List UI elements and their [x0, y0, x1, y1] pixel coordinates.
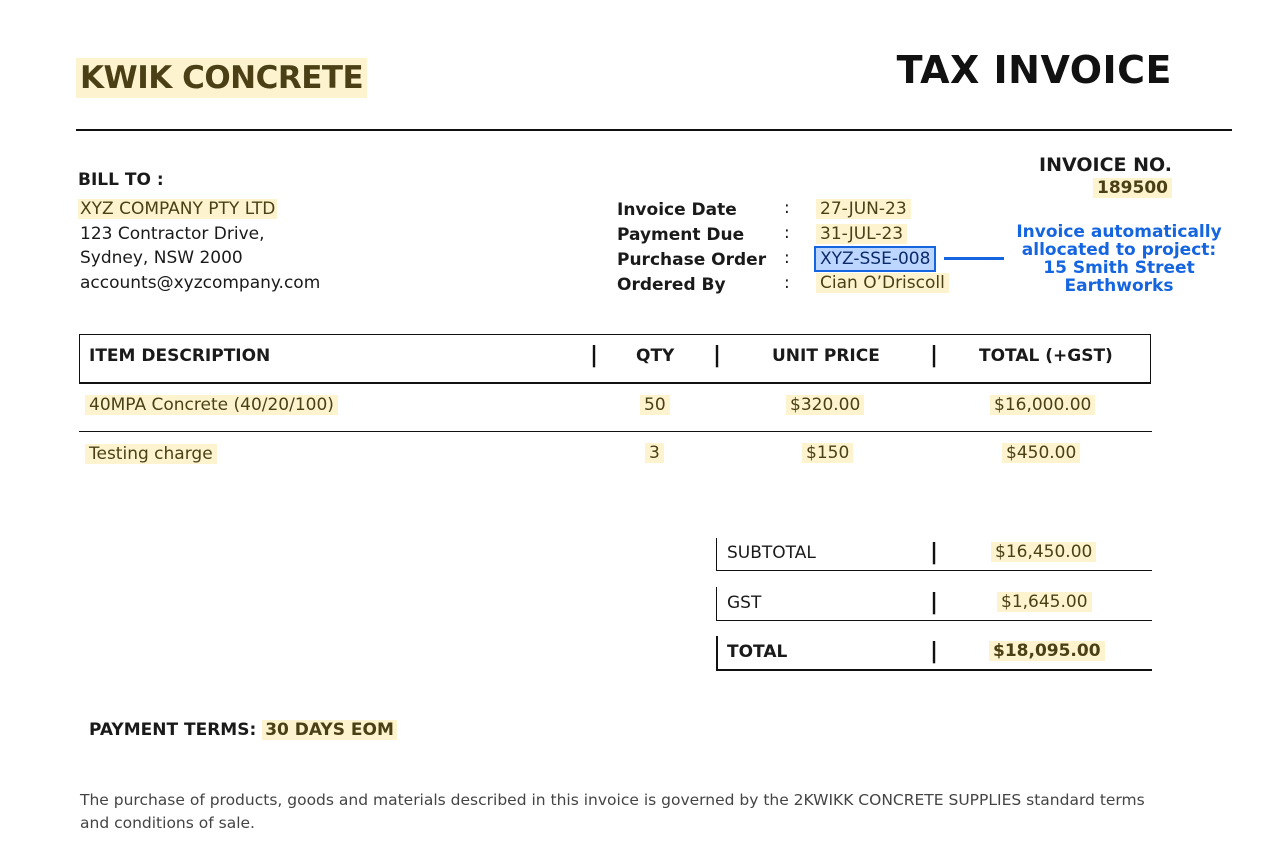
invoice-number-value: 189500 — [1093, 178, 1172, 198]
row1-total: $16,000.00 — [990, 395, 1095, 415]
footer-line: and conditions of sale. — [80, 814, 255, 832]
row-divider — [79, 431, 1152, 432]
company-logo: KWIK CONCRETE — [76, 58, 367, 98]
subtotal-rule — [716, 570, 1152, 571]
gst-value: $1,645.00 — [997, 592, 1092, 612]
header-item-description: ITEM DESCRIPTION — [89, 346, 271, 366]
payment-terms-value: 30 DAYS EOM — [262, 720, 397, 740]
payment-terms — [89, 720, 397, 740]
header-separator: | — [930, 343, 939, 368]
document-title: TAX INVOICE — [896, 48, 1172, 92]
total-rule — [716, 669, 1152, 671]
totals-separator: | — [930, 639, 939, 664]
gst-left-border — [716, 587, 717, 620]
invoice-date-label: Invoice Date — [617, 200, 737, 220]
row1-qty: 50 — [640, 395, 670, 415]
footer-line: The purchase of products, goods and materials described in this invoice is governed by the 2KWIKK CONCRETE SUPPLIES standard terms — [80, 791, 1145, 809]
subtotal-label: SUBTOTAL — [727, 543, 816, 563]
total-value: $18,095.00 — [989, 641, 1105, 661]
annotation-line: Invoice automatically — [1016, 222, 1222, 242]
ordered-by-colon: : — [784, 273, 790, 293]
project-allocation-annotation — [1006, 223, 1232, 295]
bill-to-company: XYZ COMPANY PTY LTD — [80, 199, 276, 219]
row2-description: Testing charge — [85, 444, 217, 464]
row1-description: 40MPA Concrete (40/20/100) — [85, 395, 338, 415]
invoice-date-value: 27-JUN-23 — [816, 199, 911, 219]
payment-due-value: 31-JUL-23 — [816, 224, 907, 244]
row2-total: $450.00 — [1002, 443, 1080, 463]
invoice-date-colon: : — [784, 198, 790, 218]
header-total: TOTAL (+GST) — [979, 346, 1113, 366]
annotation-line: 15 Smith Street — [1043, 258, 1195, 278]
totals-separator: | — [930, 590, 939, 615]
invoice-number-label: INVOICE NO. — [1039, 154, 1172, 176]
subtotal-left-border — [716, 538, 717, 571]
total-label: TOTAL — [727, 642, 788, 662]
payment-due-colon: : — [784, 223, 790, 243]
purchase-order-value: XYZ-SSE-008 — [814, 246, 936, 272]
gst-rule — [716, 620, 1152, 621]
annotation-line: Earthworks — [1064, 276, 1174, 296]
purchase-order-label: Purchase Order — [617, 250, 767, 270]
ordered-by-label: Ordered By — [617, 275, 726, 295]
total-left-border — [716, 636, 718, 670]
annotation-line: allocated to project: — [1021, 240, 1217, 260]
annotation-connector — [944, 257, 1004, 260]
header-divider — [76, 129, 1232, 131]
totals-separator: | — [930, 540, 939, 565]
subtotal-value: $16,450.00 — [991, 542, 1096, 562]
bill-to-address-line1: 123 Contractor Drive, — [80, 224, 265, 244]
gst-label: GST — [727, 593, 762, 613]
header-unit-price: UNIT PRICE — [772, 346, 880, 366]
bill-to-label: BILL TO : — [78, 170, 164, 190]
header-separator: | — [590, 343, 599, 368]
row1-unit-price: $320.00 — [786, 395, 864, 415]
terms-footer — [80, 789, 1220, 835]
purchase-order-colon: : — [784, 248, 790, 268]
row2-qty: 3 — [645, 443, 664, 463]
bill-to-address-line2: Sydney, NSW 2000 — [80, 248, 243, 268]
header-separator: | — [713, 343, 722, 368]
payment-terms-label: PAYMENT TERMS: — [89, 720, 257, 740]
ordered-by-value: Cian O’Driscoll — [816, 273, 949, 293]
header-qty: QTY — [636, 346, 675, 366]
row2-unit-price: $150 — [802, 443, 853, 463]
bill-to-email: accounts@xyzcompany.com — [80, 273, 321, 293]
payment-due-label: Payment Due — [617, 225, 745, 245]
